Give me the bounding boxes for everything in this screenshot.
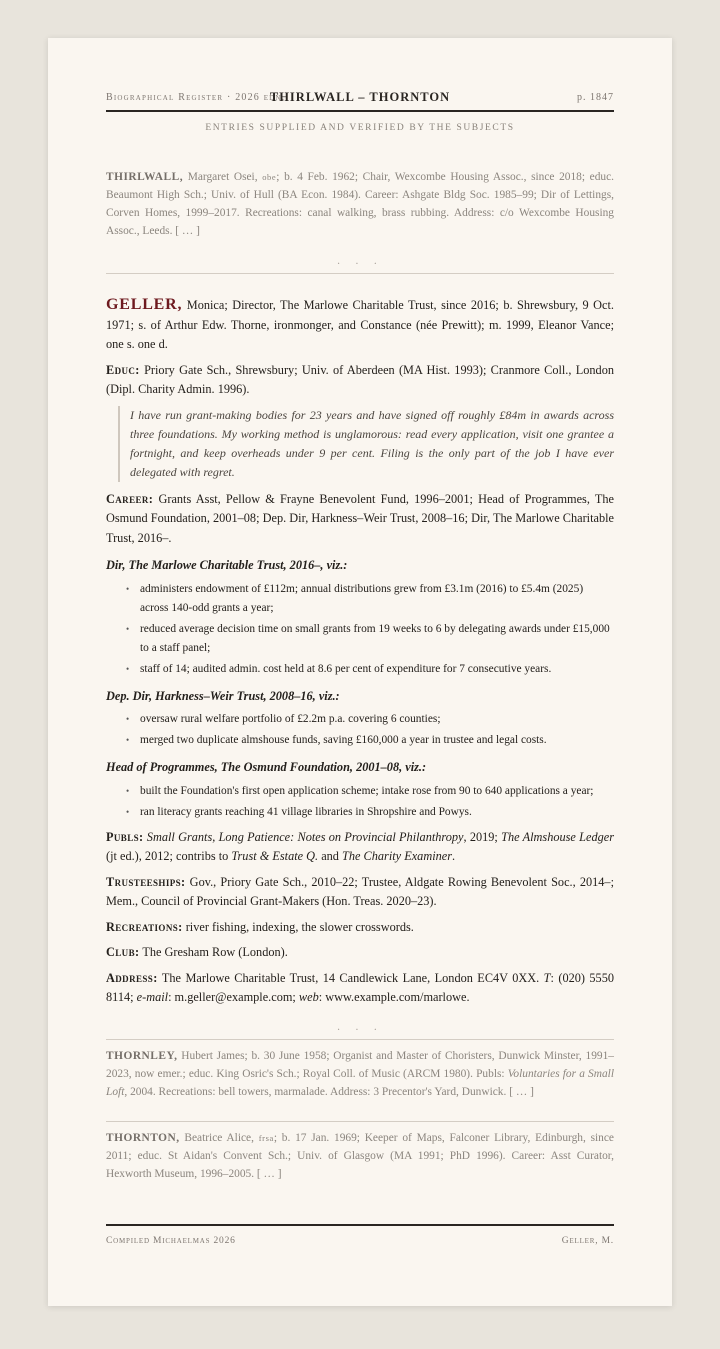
next-entry [106,1047,614,1101]
publications [106,828,614,867]
recreations [106,918,614,938]
next-entry-publication: Voluntaries for a Small Loft [106,1068,614,1098]
previous-entry [106,168,614,240]
club [106,943,614,963]
email-address: : m.geller@example.com; [168,990,299,1004]
entry-intro [106,295,614,355]
list-item: • reduced average decision time on small grants from 19 weeks to 6 by delegating awards under £15,000 to a staff panel; [106,620,614,658]
previous-entry-name: Margaret Osei, [183,171,263,183]
running-head-title: THIRLWALL – THORNTON [269,90,451,104]
footer-compiled: Compiled Michaelmas 2026 [106,1236,236,1246]
next-entry-text: ; b. 17 Jan. 1969; Keeper of Maps, Falconer Library, Edinburgh, since 2011; educ. St Aidan's Convent Sch.; Univ. of Glasgow (MA 1991; PhD 1996). Career: Asst Curator, Hexworth Museum, 1996–2005. [ … ] [106,1132,614,1180]
role-achievements [106,782,614,822]
divider [106,1039,614,1040]
recreations-text: river fishing, indexing, the slower crosswords. [182,919,414,934]
running-head-left: Biographical Register · 2026 edn. [106,92,286,103]
entry-separator: · · · [337,259,383,270]
publications-text: (jt ed.), 2012; contribs to [106,849,232,863]
publication-title: The Almshouse Ledger [501,829,614,844]
role-heading: Dir, The Marlowe Charitable Trust, 2016–, viz.: [106,558,348,572]
publications-text: , 2019; [463,829,502,844]
divider [106,273,614,274]
education-text: Priory Gate Sch., Shrewsbury; Univ. of Aberdeen (MA Hist. 1993); Cranmore Coll., London (Dipl. Charity Admin. 1996). [106,362,614,396]
next-entry-headword: THORNLEY, [106,1050,178,1062]
trusteeships [106,873,614,912]
footer-catchword: Geller, M. [561,1236,614,1246]
personal-statement: I have run grant-making bodies for 23 years and have signed off roughly £84m in awards across three foundations. My working method is unglamorous: read every application, visit one grantee a fortnight, and keep overheads under 9 per cent. Filing is the only part of the job I have ever delegated with regret. [118,406,614,482]
main-entry [106,295,614,1014]
next-entry-name: Beatrice Alice, [179,1132,259,1144]
publications-text: and [318,849,343,863]
role-heading: Head of Programmes, The Osmund Foundation, 2001–08, viz.: [106,760,427,774]
telephone-number: : (020) 5550 8114; [106,970,615,1004]
next-entry [106,1129,614,1183]
education [106,361,614,400]
previous-entry-headword: THIRLWALL, [106,171,184,183]
trusteeships-label: Trusteeships: [106,874,186,889]
publications-label: Publs: [106,829,144,844]
next-entry-text: , 2004. Recreations: bell towers, marmalade. Address: 3 Precentor's Yard, Dunwick. [ … ] [124,1086,534,1098]
entry-intro-text: Monica; Director, The Marlowe Charitable Trust, since 2016; b. Shrewsbury, 9 Oct. 1971; s. of Arthur Edw. Thorne, ironmonger, and Constance (née Prewitt); m. 1999, Eleanor Vance; one s. one d. [106,298,614,351]
register-page [48,38,672,1306]
career [106,490,614,549]
subhead: ENTRIES SUPPLIED AND VERIFIED BY THE SUBJECTS [205,123,515,133]
publication-title: Trust & Estate Q. [231,849,319,863]
telephone-label: T [543,970,551,985]
divider [106,1121,614,1122]
web-address: : www.example.com/marlowe. [318,990,470,1004]
running-head [106,90,614,112]
club-label: Club: [106,945,140,959]
recreations-label: Recreations: [106,919,183,934]
next-entry-honours: frsa [258,1133,274,1143]
email-label: e-mail [136,990,169,1004]
publication-title: Small Grants, Long Patience: Notes on Provincial Philanthropy [146,829,464,844]
career-label: Career: [106,491,154,506]
role-achievements [106,580,614,679]
list-item: • merged two duplicate almshouse funds, saving £160,000 a year in trustee and legal costs. [106,731,614,750]
role-achievements [106,710,614,750]
previous-entry-honours: obe [262,172,277,182]
list-item: • administers endowment of £112m; annual distributions grew from £3.1m (2016) to £5.4m (2025) across 140-odd grants a year; [106,580,614,618]
address [106,969,614,1008]
list-item: • staff of 14; audited admin. cost held at 8.6 per cent of expenditure for 7 consecutive years. [106,660,614,679]
address-text: The Marlowe Charitable Trust, 14 Candlewick Lane, London EC4V 0XX. [157,970,544,985]
address-label: Address: [106,970,158,985]
next-entry-headword: THORNTON, [106,1132,180,1144]
page-number: p. 1847 [577,92,614,103]
career-text: Grants Asst, Pellow & Frayne Benevolent Fund, 1996–2001; Head of Programmes, The Osmund Foundation, 2001–08; Dep. Dir, Harkness–Weir Trust, 2008–16; Dir, The Marlowe Charitable Trust, 2016–. [106,491,614,545]
next-entry-text: Hubert James; b. 30 June 1958; Organist and Master of Choristers, Dunwick Minster, 1991–2023, now emer.; educ. King Osric's Sch.; Royal Coll. of Music (ARCM 1980). Publs: [106,1050,614,1080]
publications-text: . [452,849,456,863]
role-heading: Dep. Dir, Harkness–Weir Trust, 2008–16, viz.: [106,688,340,703]
trusteeships-text: Gov., Priory Gate Sch., 2010–22; Trustee, Aldgate Rowing Benevolent Soc., 2014–; Mem., Council of Provincial Grant-Makers (Hon. Treas. 2020–23). [106,874,614,908]
club-text: The Gresham Row (London). [139,945,288,959]
list-item: • ran literacy grants reaching 41 village libraries in Shropshire and Powys. [106,803,614,822]
entry-separator: · · · [337,1025,383,1036]
list-item: • oversaw rural welfare portfolio of £2.2m p.a. covering 6 counties; [106,710,614,729]
publication-title: The Charity Examiner [342,849,453,863]
web-label: web [298,990,319,1004]
entry-headword: GELLER, [106,296,183,313]
previous-entry-text: ; b. 4 Feb. 1962; Chair, Wexcombe Housing Assoc., since 2018; educ. Beaumont High Sch.; Univ. of Hull (BA Econ. 1984). Career: Ashgate Bldg Soc. 1985–99; Dir of Lettings, Corven Homes, 1999–2017. Recreations: canal walking, brass rubbing. Address: c/o Wexcombe Housing Assoc., Leeds. [ … ] [106,171,615,237]
footer-rule [106,1224,614,1226]
list-item: • built the Foundation's first open application scheme; intake rose from 90 to 640 applications a year; [106,782,614,801]
education-label: Educ: [106,362,140,377]
